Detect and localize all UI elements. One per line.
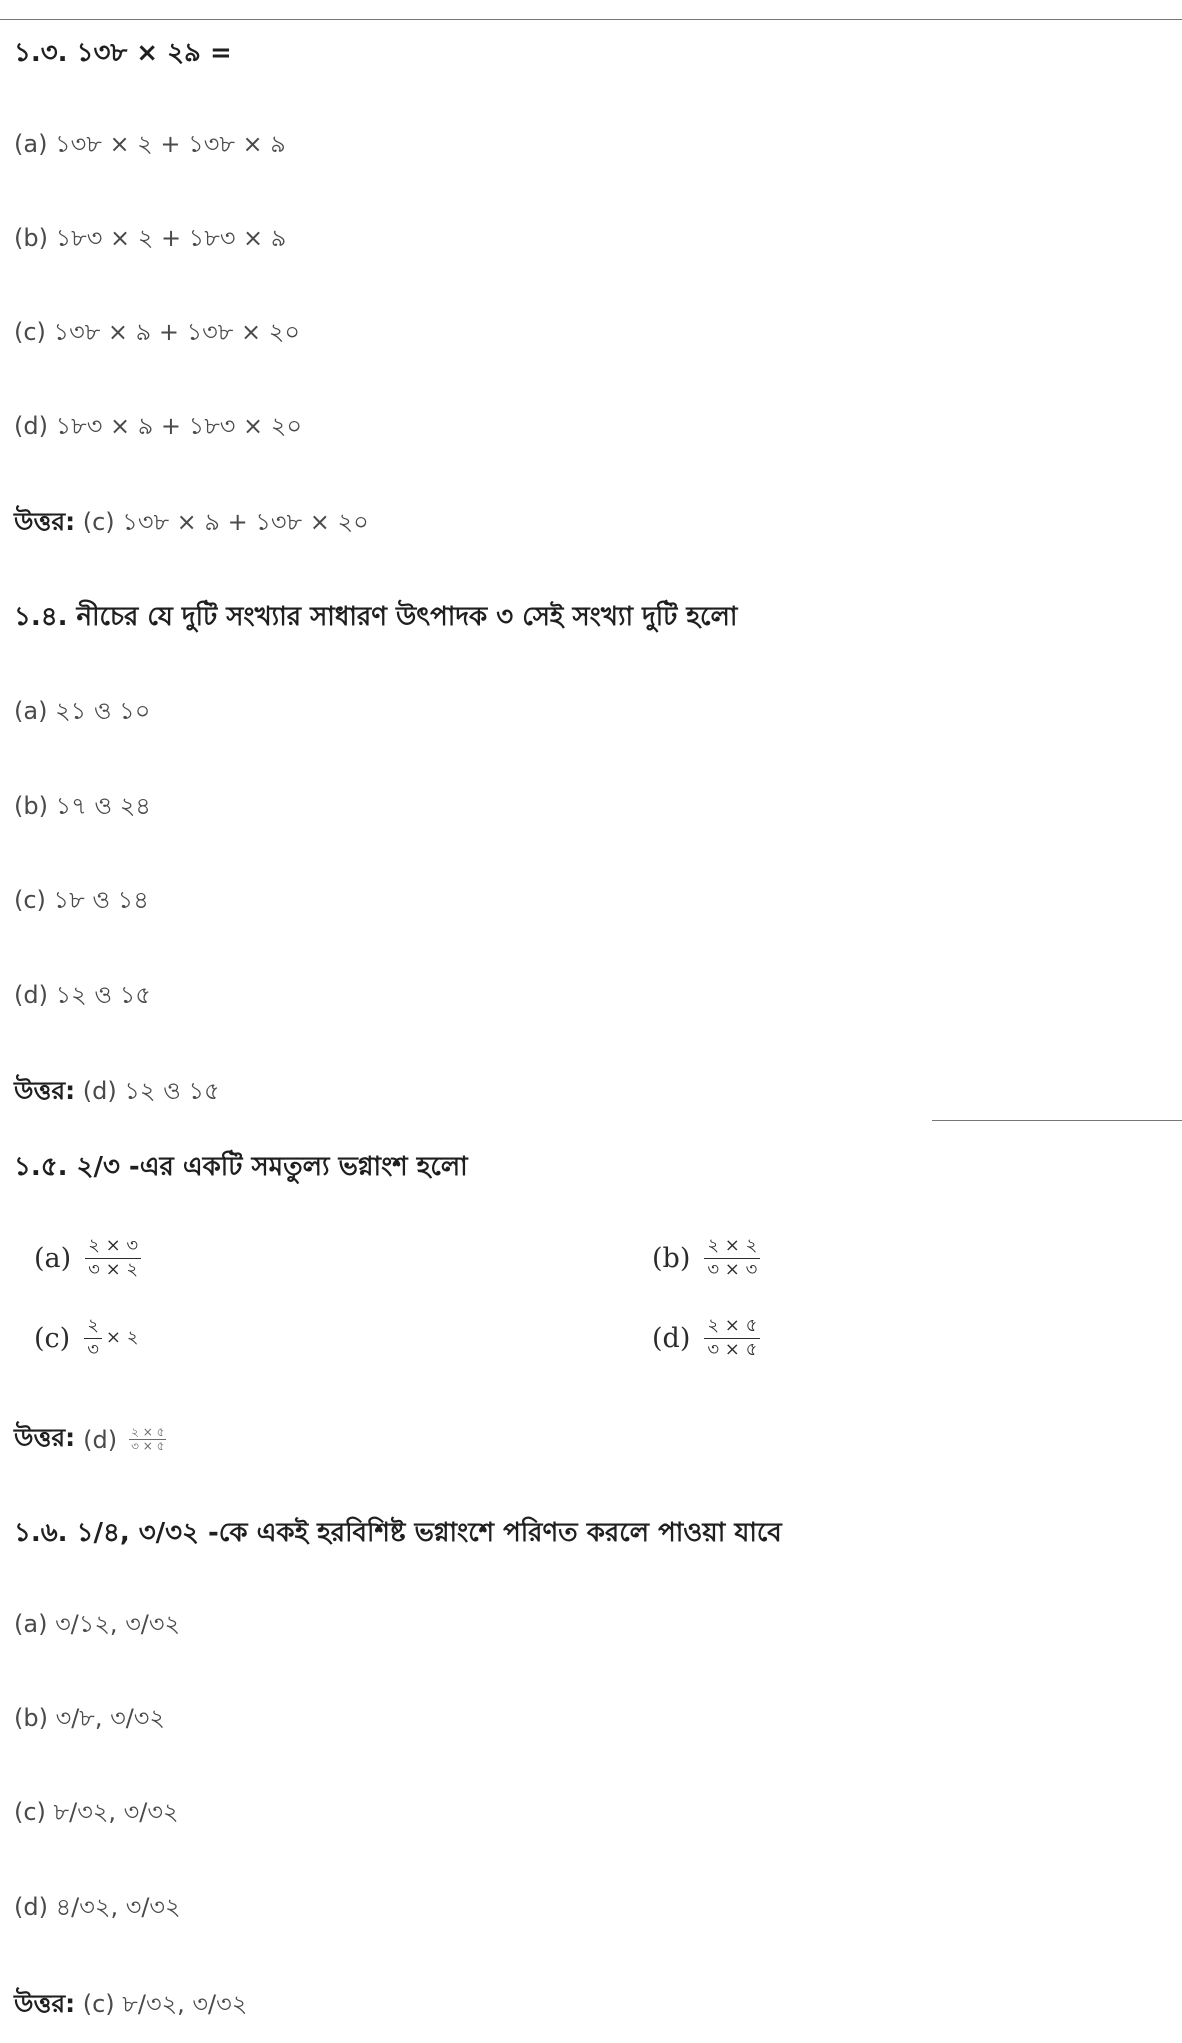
answer-label: উত্তর: bbox=[14, 1423, 76, 1452]
q15-option-a bbox=[34, 1236, 141, 1280]
answer-text: (c) ১৩৮ × ৯ + ১৩৮ × ২০ bbox=[82, 508, 369, 536]
question-1-5-title: ১.৫. ২/৩ -এর একটি সমতুল্য ভগ্নাংশ হলো bbox=[14, 1152, 468, 1182]
denominator: ৩ × ৩ bbox=[707, 1258, 758, 1280]
fraction bbox=[704, 1316, 760, 1360]
numerator: ২ × ৫ bbox=[704, 1316, 760, 1339]
q16-option-d: (d) ৪/৩২, ৩/৩২ bbox=[14, 1893, 181, 1921]
q16-option-a: (a) ৩/১২, ৩/৩২ bbox=[14, 1610, 181, 1638]
answer-label: উত্তর: bbox=[14, 1076, 76, 1105]
q14-option-c: (c) ১৮ ও ১৪ bbox=[14, 886, 149, 914]
q14-answer bbox=[14, 1071, 220, 1114]
q15-option-d bbox=[652, 1316, 760, 1360]
answer-text: (d) bbox=[83, 1425, 118, 1454]
q13-answer bbox=[14, 502, 369, 545]
q16-option-b: (b) ৩/৮, ৩/৩২ bbox=[14, 1704, 166, 1732]
q14-option-a: (a) ২১ ও ১০ bbox=[14, 697, 151, 725]
answer-text: (c) ৮/৩২, ৩/৩২ bbox=[82, 1990, 248, 2018]
answer-label: উত্তর: bbox=[14, 1989, 76, 2018]
denominator: ৩ × ২ bbox=[88, 1258, 139, 1280]
q15-option-b bbox=[652, 1236, 760, 1280]
q15-option-c bbox=[34, 1316, 138, 1360]
multiplier: × ২ bbox=[105, 1326, 139, 1348]
question-1-6-title: ১.৬. ১/৪, ৩/৩২ -কে একই হরবিশিষ্ট ভগ্নাংশে পরিণত করলে পাওয়া যাবে bbox=[14, 1518, 782, 1548]
option-label: (d) bbox=[652, 1322, 691, 1354]
top-divider bbox=[0, 19, 1182, 20]
denominator: ৩ × ৫ bbox=[707, 1338, 758, 1360]
q13-option-a: (a) ১৩৮ × ২ + ১৩৮ × ৯ bbox=[14, 130, 286, 158]
q16-answer bbox=[14, 1984, 247, 2027]
numerator: ২ × ৩ bbox=[85, 1236, 141, 1259]
question-1-3-title: ১.৩. ১৩৮ × ২৯ = bbox=[14, 38, 232, 68]
q13-option-b: (b) ১৮৩ × ২ + ১৮৩ × ৯ bbox=[14, 224, 287, 252]
question-1-4-title: ১.৪. নীচের যে দুটি সংখ্যার সাধারণ উৎপাদক ৩ সেই সংখ্যা দুটি হলো bbox=[14, 602, 738, 632]
q14-option-d: (d) ১২ ও ১৫ bbox=[14, 981, 151, 1009]
denominator: ৩ bbox=[87, 1338, 99, 1360]
answer-label: উত্তর: bbox=[14, 507, 76, 536]
answer-fraction bbox=[129, 1426, 166, 1453]
numerator: ২ × ৫ bbox=[131, 1424, 165, 1439]
numerator: ২ × ২ bbox=[704, 1236, 760, 1259]
denominator: ৩ × ৫ bbox=[131, 1439, 165, 1453]
option-label: (c) bbox=[34, 1322, 71, 1354]
q16-option-c: (c) ৮/৩২, ৩/৩২ bbox=[14, 1798, 179, 1826]
q14-option-b: (b) ১৭ ও ২৪ bbox=[14, 792, 151, 820]
numerator: ২ bbox=[84, 1316, 102, 1339]
q13-option-d: (d) ১৮৩ × ৯ + ১৮৩ × ২০ bbox=[14, 412, 302, 440]
fraction bbox=[85, 1236, 141, 1280]
q13-option-c: (c) ১৩৮ × ৯ + ১৩৮ × ২০ bbox=[14, 318, 300, 346]
option-label: (a) bbox=[34, 1242, 72, 1274]
answer-text: (d) ১২ ও ১৫ bbox=[82, 1077, 220, 1105]
fraction bbox=[704, 1236, 760, 1280]
option-label: (b) bbox=[652, 1242, 691, 1274]
section-divider bbox=[932, 1120, 1182, 1121]
q15-answer bbox=[14, 1418, 166, 1461]
fraction bbox=[84, 1316, 102, 1360]
